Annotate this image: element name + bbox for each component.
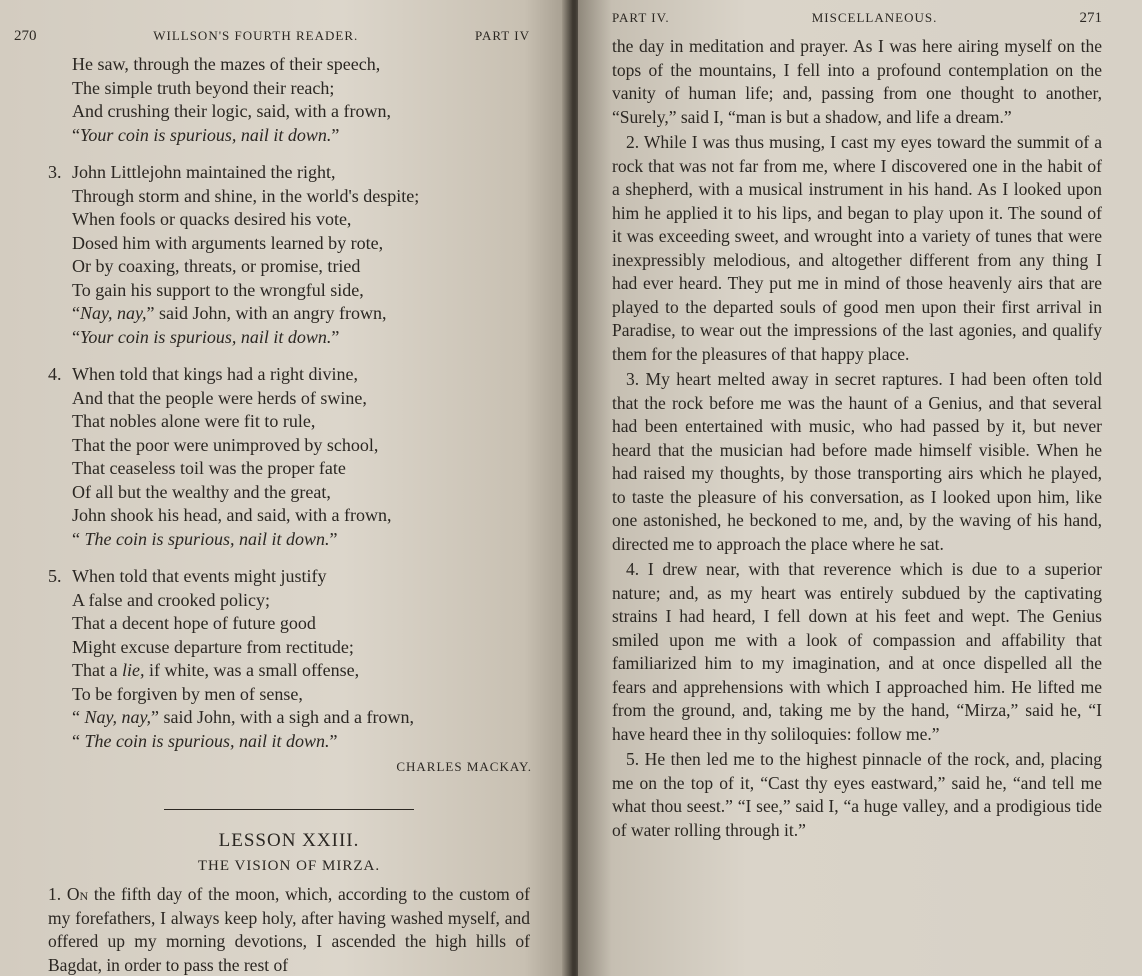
poem-line: When fools or quacks desired his vote, [72,209,352,229]
italic-text: The coin is spurious, nail it down. [84,730,330,751]
prose-paragraph: the day in meditation and prayer. As I was here airing myself on the tops of the mountains, I fell into a profound contemplation on the vanity of human life; and, passing from one thought to another, “Surely,” said I, “man is but a shadow, and life a dream.” [612,36,1102,127]
poem-line: John shook his head, and said, with a frown, [72,505,392,525]
right-running-head [612,10,1102,27]
poem-line: 3. John Littlejohn maintained the right, [48,161,530,185]
poem-line: Or by coaxing, threats, or promise, tried [72,256,361,276]
right-running-title: MISCELLANEOUS. [811,10,938,25]
poem-line: “Your coin is spurious, nail it down.” [72,124,340,145]
poem-line: And crushing their logic, said, with a frown, [72,101,391,121]
lesson-paragraph-1: 1. On the fifth day of the moon, which, according to the custom of my forefathers, I always keep holy, after having washed myself, and offered up my morning devotions, I ascended the high hills of Bagdat, in order to pass the rest of [48,884,530,975]
right-page-text [612,35,1102,842]
italic-text: Your coin is spurious, nail it down. [80,124,332,145]
left-running-title: WILLSON'S FOURTH READER. [153,28,359,43]
poem [48,53,530,753]
poem-line: That the poor were unimproved by school, [72,434,379,455]
lesson-title: LESSON XXIII. [218,830,360,851]
left-page [0,0,570,976]
italic-text: Nay, nay, [84,707,151,727]
poem-line: 5. When told that events might justify [48,565,530,589]
poem-line: The simple truth beyond their reach; [72,77,335,98]
poem-line: Might excuse departure from rectitude; [72,636,354,657]
poem-line: That a decent hope of future good [72,613,316,633]
right-page [578,0,1142,976]
stanza-number: 5. [48,566,62,586]
poem-line: “ Nay, nay,” said John, with a sigh and a frown, [72,707,414,727]
italic-text: lie, [121,660,145,680]
stanza-number: 3. [48,162,62,182]
poem-line: That ceaseless toil was the proper fate [72,458,346,478]
prose-paragraph: 5. He then led me to the highest pinnacle of the rock, and, placing me on the top of it, “Cast thy eyes eastward,” said he, “and tell me what thou seest.” “I see,” said I, “a huge valley, and a prodigious tide of water rolling through it.” [612,749,1102,840]
poem-line: To gain his support to the wrongful side, [72,279,364,300]
poem-line: That a lie, if white, was a small offense, [72,660,360,680]
poem-author: CHARLES MACKAY. [396,759,532,774]
italic-text: Your coin is spurious, nail it down. [80,326,332,347]
prose-paragraph: 4. I drew near, with that reverence which is due to a superior nature; and, as my heart was entirely subdued by the captivating strains I had heard, I fell down at his feet and wept. The Genius smiled upon me with a look of compassion and affability that familiarized him to my imagination, and at once dispelled all the fears and apprehensions with which I approached him. He lifted me from the ground, and, taking me by the hand, “Mirza,” said he, “I have heard thee in thy soliloquies: follow me.” [612,559,1102,744]
poem-line: “Nay, nay,” said John, with an angry frown, [72,303,387,323]
prose-paragraph: 2. While I was thus musing, I cast my eyes toward the summit of a rock that was not far from me, where I discovered one in the habit of a shepherd, with a musical instrument in his hand. As I looked upon him he applied it to his lips, and began to play upon it. The sound of it was exceeding sweet, and wrought into a variety of tunes that were inexpressibly melodious, and altogether different from any thing I had ever heard. They put me in mind of those heavenly airs that are played to the departed souls of good men upon their first arrival in Paradise, to wear out the impressions of the last agonies, and qualify them for the pleasures of that happy place. [612,132,1102,364]
poem-stanza [48,161,530,349]
poem-line: “ The coin is spurious, nail it down.” [72,730,338,751]
right-part-label: PART IV. [612,10,670,25]
poem-stanza [48,565,530,753]
poem-line: Dosed him with arguments learned by rote, [72,232,384,253]
poem-line: 4. When told that kings had a right divine, [48,363,530,387]
section-divider [164,809,414,810]
left-part-label: PART IV [474,28,530,43]
poem-stanza [48,363,530,551]
poem-line: “Your coin is spurious, nail it down.” [72,326,340,347]
poem-line: Through storm and shine, in the world's despite; [72,185,420,206]
poem-line: That nobles alone were fit to rule, [72,411,316,431]
poem-line: To be forgiven by men of sense, [72,683,303,704]
lesson-subtitle: THE VISION OF MIRZA. [197,858,381,874]
poem-line: And that the people were herds of swine, [72,387,367,408]
small-caps-text: On [66,884,89,904]
poem-line: A false and crooked policy; [72,589,270,610]
poem-line: “ The coin is spurious, nail it down.” [72,528,338,549]
poem-line: He saw, through the mazes of their speech, [72,54,381,74]
poem-line: Of all but the wealthy and the great, [72,481,331,502]
italic-text: Nay, nay, [80,303,147,323]
italic-text: The coin is spurious, nail it down. [84,528,330,549]
right-page-number: 271 [1079,10,1102,26]
left-running-head [14,28,530,45]
stanza-number: 4. [48,364,62,384]
poem-stanza [48,53,530,147]
left-page-number: 270 [14,28,37,44]
prose-paragraph: 3. My heart melted away in secret raptures. I had been often told that the rock before me was the haunt of a Genius, and that several had been entertained with music, who had passed by it, but never heard that the musician had before made himself visible. When he had raised my thoughts, by those transporting airs which he played, to taste the pleasure of his conversation, as I looked upon him, like one astonished, he beckoned to me, and, by the waving of his hand, directed me to approach the place where he sat. [612,369,1102,554]
